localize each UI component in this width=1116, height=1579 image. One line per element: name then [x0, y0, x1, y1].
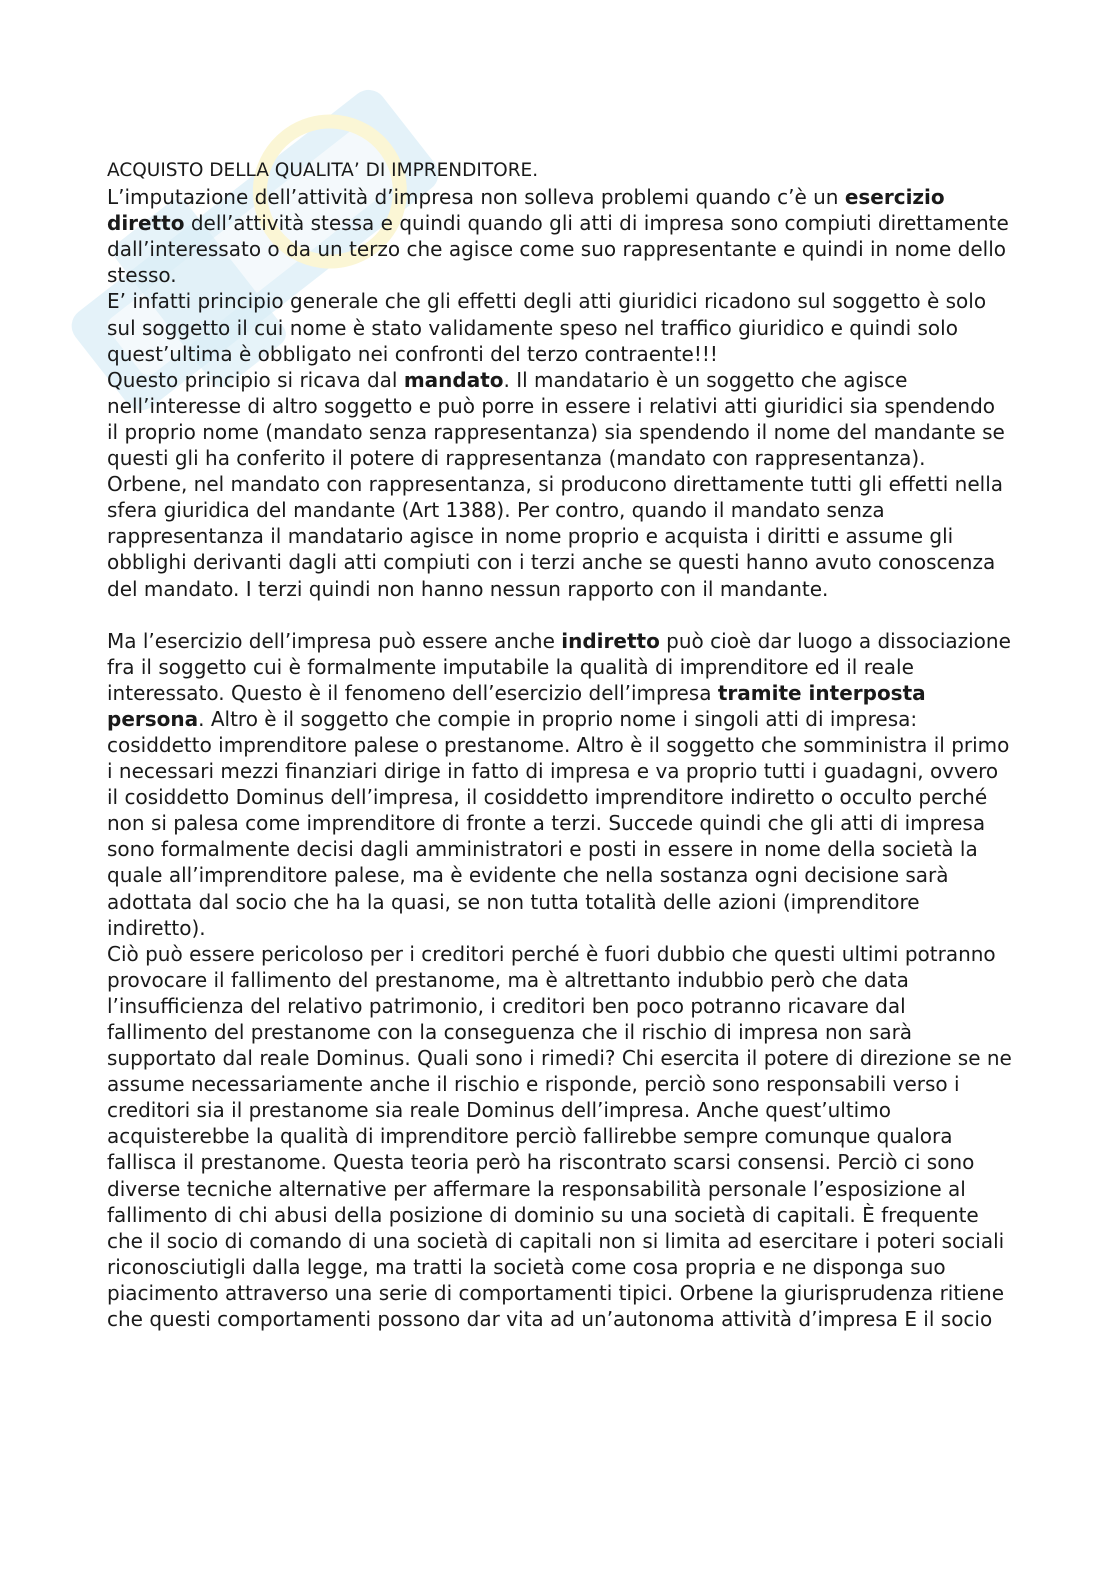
- bold-term: mandato: [403, 367, 504, 392]
- paragraph-creditori: Ciò può essere pericoloso per i creditori perché è fuori dubbio che questi ultimi potranno provocare il fallimento del prestanome, ma è altrettanto indubbio però che data l’insufficienza del relativo patrimonio, i creditori ben poco potranno ricavare dal fallimento del prestanome con la conseguenza che il rischio di impresa non sarà supportato dal reale Dominus. Quali sono i rimedi? Chi esercita il potere di direzione se ne assume necessariamente anche il rischio e risponde, perciò sono responsabili verso i creditori sia il prestanome sia reale Dominus dell’impresa. Anche quest’ultimo acquisterebbe la qualità di imprenditore perciò fallirebbe sempre comunque qualora fallisca il prestanome. Questa teoria però ha riscontrato scarsi consensi. Perciò ci sono diverse tecniche alternative per affermare la responsabilità personale l’esposizione al fallimento di chi abusi della posizione di dominio su una società di capitali. È frequente che il socio di comando di una società di capitali non si limita ad esercitare i poteri sociali riconosciutigli dalla legge, ma tratti la società come cosa propria e ne disponga suo piacimento attraverso una serie di comportamenti tipici. Orbene la giurisprudenza ritiene che questi comportamenti possono dar vita ad un’autonoma attività d’impresa E il socio: [107, 941, 1012, 1332]
- text-run: . Altro è il soggetto che compie in proprio nome i singoli atti di impresa: cosiddetto imprenditore palese o prestanome. Altro è il soggetto che somministra il primo i necessari mezzi finanziari dirige in fatto di impresa e va proprio tutti i guadagni, ovvero il cosiddetto Dominus dell’impresa, il cosiddetto imprenditore indiretto o occulto perché non si palesa come imprenditore di fronte a terzi. Succede quindi che gli atti di impresa sono formalmente decisi dagli amministratori e posti in essere in nome della società la quale all’imprenditore palese, ma è evidente che nella sostanza ogni decisione sarà adottata dal socio che ha la quasi, se non tutta totalità delle azioni (imprenditore indiretto).: [107, 706, 1010, 940]
- text-run: . Il mandatario è un soggetto che agisce nell’interesse di altro soggetto e può porre in essere i relativi atti giuridici sia spendendo il proprio nome (mandato senza rappresentanza) sia spendendo il nome del mandante se questi gli ha conferito il potere di rappresentanza (mandato con rappresentanza). Orbene, nel mandato con rappresentanza, si producono direttamente tutti gli effetti nella sfera giuridica del mandante (Art 1388). Per contro, quando il mandato senza rappresentanza il mandatario agisce in nome proprio e acquista i diritti e assume gli obblighi derivanti dagli atti compiuti con i terzi anche se questi hanno avuto conoscenza del mandato. I terzi quindi non hanno nessun rapporto con il mandante.: [107, 367, 1005, 601]
- paragraph-principio: E’ infatti principio generale che gli effetti degli atti giuridici ricadono sul soggetto è solo sul soggetto il cui nome è stato validamente speso nel traffico giuridico e quindi solo quest’ultima è obbligato nei confronti del terzo contraente!!!: [107, 289, 987, 366]
- bold-term: tramite interposta persona: [107, 680, 926, 731]
- text-run: L’imputazione dell’attività d’impresa non solleva problemi quando c’è un: [107, 185, 845, 210]
- document-title: ACQUISTO DELLA QUALITA’ DI IMPRENDITORE.: [107, 160, 539, 181]
- paragraph-esercizio-diretto: [107, 184, 1012, 288]
- text-run: dell’attività stessa e quindi quando gli atti di impresa sono compiuti direttamente dall’interessato o da un terzo che agisce come suo rappresentante e quindi in nome dello stesso.: [107, 211, 1009, 288]
- paragraph-mandato: [107, 367, 1012, 602]
- bold-term: esercizio diretto: [107, 185, 945, 236]
- bold-term: indiretto: [561, 628, 660, 653]
- text-run: Questo principio si ricava dal: [107, 367, 404, 392]
- paragraph-esercizio-indiretto: [107, 628, 1012, 941]
- text-run: può cioè dar luogo a dissociazione fra il soggetto cui è formalmente imputabile la qualità di imprenditore ed il reale interessato. Questo è il fenomeno dell’esercizio dell’impresa: [107, 628, 1011, 705]
- text-run: Ma l’esercizio dell’impresa può essere anche: [107, 628, 562, 653]
- document-body: [107, 158, 1012, 1332]
